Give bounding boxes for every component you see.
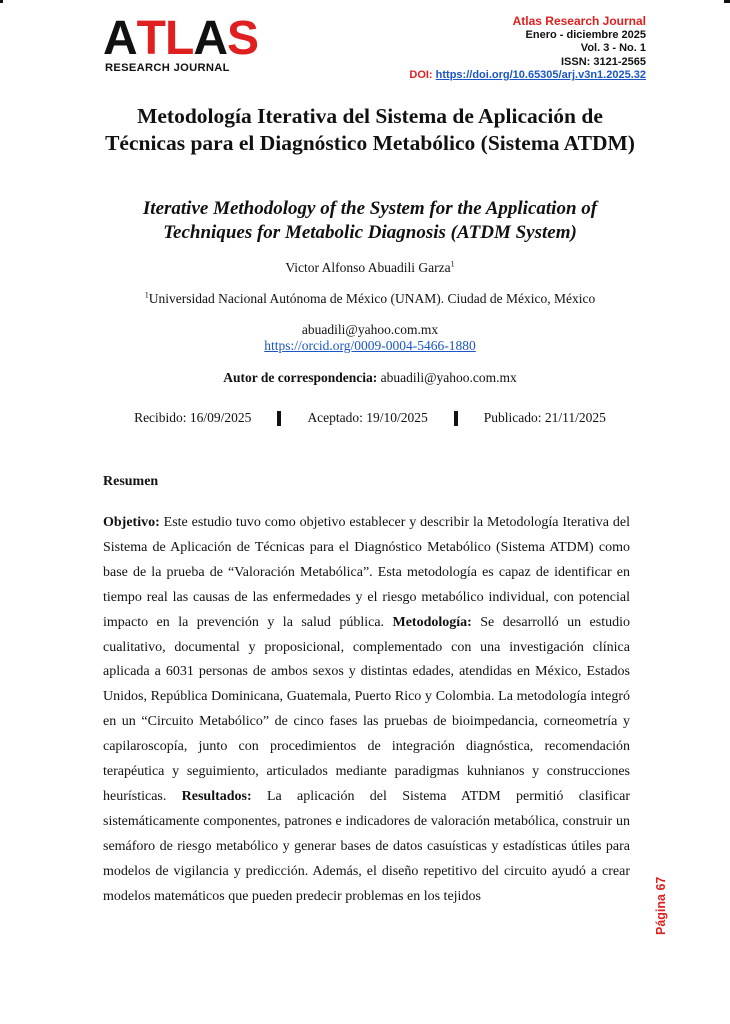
- page-corner-mark-right: [724, 0, 730, 3]
- abstract-body: [103, 511, 630, 910]
- correspondence-email: abuadili@yahoo.com.mx: [380, 370, 517, 385]
- date-separator: [277, 411, 281, 426]
- affiliation-mark: 1: [144, 290, 149, 300]
- methodology-text: Se desarrolló un estudio cualitativo, documental y proposicional, complementado con una investigación clínica aplicada a 6031 personas de ambos sexos y distintas edades, atendidas en México, Estados Unidos, República Dominicana, Guatemala, Puerto Rico y Colombia. La metodología integró en un “Circuito Metabólico” de cinco fases las pruebas de bioimpedancia, corneometría y capilaroscopía, junto con procedimientos de integración diagnóstica, recomendación terapéutica y seguimiento, articulados mediante paradigmas kuhnianos y construcciones heurísticas.: [103, 614, 630, 804]
- article-title-es: Metodología Iterativa del Sistema de Aplicación de Técnicas para el Diagnóstico Metabólico (Sistema ATDM): [105, 104, 635, 155]
- journal-info-block: [409, 15, 646, 83]
- objective-text: Este estudio tuvo como objetivo establecer y describir la Metodología Iterativa del Sistema de Aplicación de Técnicas para el Diagnóstico Metabólico (Sistema ATDM) como base de la prueba de “Valoración Metabólica”. Esta metodología es capaz de identificar en tiempo real las causas de las enfermedades y el riesgo metabólico individual, con potencial impacto en la prevención y la salud pública.: [103, 515, 630, 630]
- logo-letter-a2: A: [193, 12, 227, 65]
- journal-logo: [103, 12, 293, 76]
- orcid-link[interactable]: https://orcid.org/0009-0004-5466-1880: [264, 338, 476, 353]
- logo-letters-tl: TL: [136, 12, 194, 65]
- doi-label: DOI:: [409, 69, 433, 81]
- affiliation-line: [100, 291, 640, 307]
- date-received: Recibido: 16/09/2025: [134, 410, 252, 425]
- doi-link[interactable]: https://doi.org/10.65305/arj.v3n1.2025.32: [435, 69, 646, 81]
- author-email: abuadili@yahoo.com.mx: [301, 322, 439, 337]
- page-corner-mark: [0, 0, 3, 3]
- journal-name: Atlas Research Journal: [512, 14, 646, 28]
- orcid-line: [100, 338, 640, 354]
- results-label: Resultados:: [181, 788, 252, 804]
- results-text: La aplicación del Sistema ATDM permitió clasificar sistemáticamente componentes, patrones e indicadores de valoración metabólica, construir un semáforo de riesgo metabólico y generar bases de datos casuísticas y estadísticas útiles para modelos de vigilancia y predicción. Además, el diseño repetitivo del circuito ayudó a crear modelos matemáticos que pueden predecir problemas en los tejidos: [103, 788, 630, 904]
- author-affiliation-mark: 1: [450, 259, 455, 269]
- date-accepted: Aceptado: 19/10/2025: [307, 410, 428, 425]
- journal-issn: ISSN: 3121-2565: [561, 55, 646, 68]
- author-line: [100, 260, 640, 276]
- affiliation-text: Universidad Nacional Autónoma de México (UNAM). Ciudad de México, México: [148, 291, 596, 306]
- date-separator: [454, 411, 458, 426]
- date-published: Publicado: 21/11/2025: [483, 410, 606, 425]
- methodology-label: Metodología:: [392, 614, 472, 630]
- article-title-en: Iterative Methodology of the System for the Application of Techniques for Metabolic Diagnosis (ATDM System): [142, 198, 598, 243]
- page-number: Página 67: [654, 876, 668, 935]
- logo-letter-s: S: [226, 12, 258, 65]
- logo-letter-a1: A: [103, 12, 137, 65]
- journal-volume: Vol. 3 - No. 1: [580, 42, 646, 54]
- abstract-heading: Resumen: [103, 474, 159, 489]
- logo-subtitle: RESEARCH JOURNAL: [105, 62, 230, 74]
- journal-doi: [409, 69, 646, 83]
- journal-period: Enero - diciembre 2025: [525, 28, 646, 41]
- correspondence-line: [100, 370, 640, 386]
- logo-wordmark: [103, 12, 258, 65]
- correspondence-label: Autor de correspondencia:: [223, 370, 378, 385]
- objective-label: Objetivo:: [103, 515, 160, 530]
- article-dates: [100, 410, 640, 426]
- author-name: Victor Alfonso Abuadili Garza: [285, 260, 451, 275]
